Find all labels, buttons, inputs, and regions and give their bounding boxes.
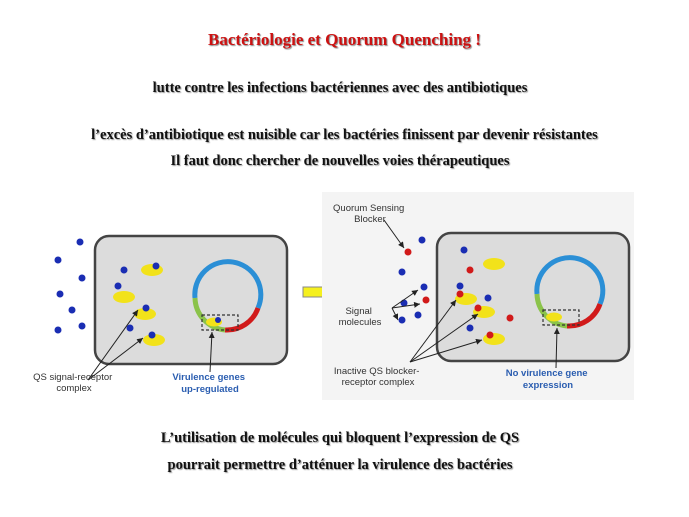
intro-line-2: l’excès d’antibiotique est nuisible car les bactéries finissent par devenir résistantes — [91, 127, 598, 143]
inactive-complex-label: Inactive QS blocker- receptor complex — [333, 366, 420, 388]
intro-line-3: Il faut donc chercher de nouvelles voies thérapeutiques — [170, 153, 510, 169]
left-outside-signals — [55, 239, 86, 334]
signal-molecules-label: Signal molecules — [338, 306, 382, 328]
left-panel — [33, 236, 287, 395]
intro-line-1: lutte contre les infections bactériennes avec des antibiotiques — [152, 80, 528, 96]
quorum-quenching-diagram — [0, 190, 689, 410]
slide-title: Bactériologie et Quorum Quenching ! — [208, 30, 481, 49]
left-complex-label: QS signal-receptor complex — [33, 372, 113, 394]
conclusion-line-2: pourrait permettre d’atténuer la virulence des bactéries — [167, 457, 513, 473]
blocker-label: Quorum Sensing Blocker — [333, 203, 405, 225]
right-panel — [322, 192, 634, 400]
conclusion-line-1: L’utilisation de molécules qui bloquent l’expression de QS — [160, 430, 520, 446]
left-genes-label: Virulence genes up-regulated — [172, 372, 246, 395]
no-virulence-label: No virulence gene expression — [505, 368, 588, 391]
